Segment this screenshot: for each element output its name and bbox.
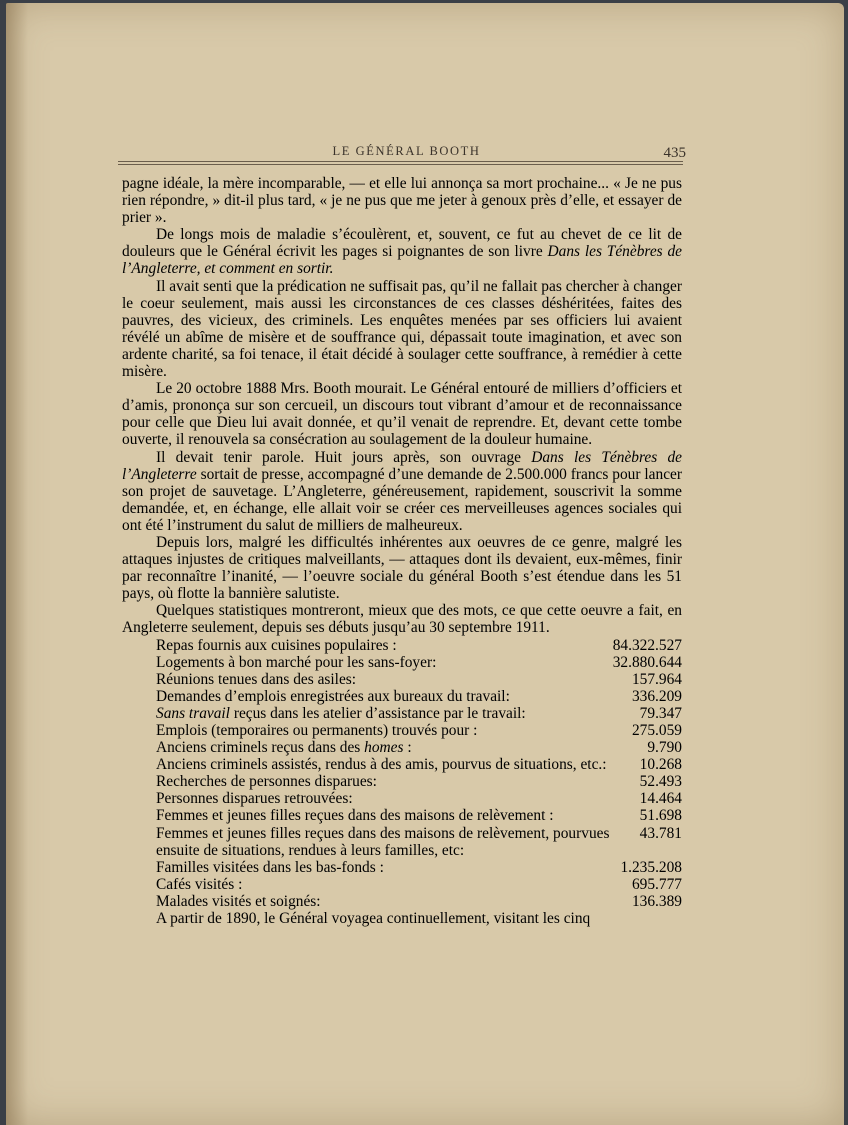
stat-label-italic: Sans travail	[156, 704, 230, 722]
stat-label: Anciens criminels assistés, rendus à des amis, pourvus de situations, etc.:	[156, 756, 607, 774]
stat-label: Repas fournis aux cuisines populaires :	[156, 636, 397, 654]
stat-row	[122, 739, 682, 756]
stat-value: 10.268	[639, 756, 682, 774]
statistics-list	[122, 637, 682, 911]
stat-label: Demandes d’emplois enregistrées aux bureaux du travail:	[156, 687, 510, 705]
stat-row	[122, 807, 682, 824]
paragraph-6: Depuis lors, malgré les difficultés inhérentes aux oeuvres de ce genre, malgré les attaques injustes de critiques malveillants, — attaques dont ils devaient, eux-mêmes, finir par reconnaître l’inanité, — l’oeuvre sociale du général Booth s’est étendue dans les 51 pays, où flotte la bannière salutiste.	[122, 533, 682, 603]
stat-row	[122, 671, 682, 688]
stat-value: 157.964	[631, 670, 682, 688]
stat-label: reçus dans les atelier d’assistance par le travail:	[233, 704, 526, 722]
stat-label: Familles visitées dans les bas-fonds :	[156, 858, 384, 876]
body-text	[122, 175, 682, 927]
page-number: 435	[663, 145, 686, 161]
stat-label: Cafés visités :	[156, 875, 243, 893]
stat-value: 336.209	[631, 687, 682, 705]
book-title-1: Dans les Ténèbres de l’Angleterre, et comment en sortir.	[122, 243, 682, 278]
paragraph-7: Quelques statistiques montreront, mieux que des mots, ce que cette oeuvre a fait, en Angleterre seulement, depuis ses débuts jusqu’au 30 septembre 1911.	[122, 602, 682, 637]
stat-label: Femmes et jeunes filles reçues dans des maisons de relèvement :	[156, 807, 554, 825]
running-title: LE GÉNÉRAL BOOTH	[332, 144, 481, 158]
stat-label: Emplois (temporaires ou permanents) trouvés pour :	[156, 722, 478, 739]
stat-value: 136.389	[631, 892, 682, 910]
stat-row	[122, 790, 682, 807]
stat-value: 275.059	[631, 722, 682, 739]
stat-label: Femmes et jeunes filles reçues dans des maisons de relèvement, pourvues ensuite de situations, rendues à leurs familles, etc:	[156, 824, 610, 859]
stat-row	[122, 654, 682, 671]
stat-row	[122, 705, 682, 722]
paragraph-2-text: De longs mois de maladie s’écoulèrent, et, souvent, ce fut au chevet de ce lit de douleurs que le Général écrivit les pages si poignantes de son livre	[122, 226, 682, 261]
paragraph-4: Le 20 octobre 1888 Mrs. Booth mourait. Le Général entouré de milliers d’officiers et d’amis, prononça sur son cercueil, un discours tout vibrant d’amour et de reconnaissance pour celle que Dieu lui avait donnée, et qu’il venait de reprendre. Et, devant cette tombe ouverte, il renouvela sa consécration au soulagement de la douleur humaine.	[122, 380, 682, 449]
stat-value: 43.781	[639, 824, 682, 842]
stat-label-wrap	[156, 739, 641, 756]
stat-value: 695.777	[631, 875, 682, 893]
paragraph-5-start: Il devait tenir parole. Huit jours après, son ouvrage	[156, 448, 521, 466]
stat-label: Personnes disparues retrouvées:	[156, 790, 353, 808]
stat-row	[122, 859, 682, 876]
stat-value: 79.347	[639, 704, 682, 722]
stat-label: Logements à bon marché pour les sans-foyer:	[156, 653, 437, 671]
stat-value: 51.698	[639, 807, 682, 825]
paragraph-5-end: sortait de presse, accompagné d’une demande de 2.500.000 francs pour lancer son projet de sauvetage. L’Angleterre, généreusement, rapidement, souscrivit la somme demandée, et, en échange, elle allait voir se créer ces merveilleuses agences sociales qui ont été l’instrument du salut de milliers de malheureux.	[122, 465, 682, 534]
stat-row	[122, 637, 682, 654]
stat-row	[122, 773, 682, 790]
paragraph-2	[122, 226, 682, 277]
stat-label-italic: homes	[364, 739, 404, 757]
stat-row	[122, 825, 682, 859]
book-title-2: Dans les Ténèbres de l’Angleterre	[122, 448, 682, 483]
stat-value: 32.880.644	[612, 653, 682, 671]
stat-row	[122, 893, 682, 910]
stat-label: Recherches de personnes disparues:	[156, 773, 377, 791]
header-rule	[118, 161, 683, 162]
stat-row	[122, 722, 682, 739]
paragraph-3: Il avait senti que la prédication ne suffisait pas, qu’il ne fallait pas chercher à changer le coeur seulement, mais aussi les circonstances de ces classes déshéritées, faites des pauvres, des vicieux, des criminels. Les enquêtes menées par ses officiers lui avaient révélé un abîme de misère et de souffrance qui, dépassait toute imagination, et avec son ardente charité, sa foi tenace, il était décidé à soulager cette souffrance, à remédier à cette misère.	[122, 277, 682, 381]
stat-value: 14.464	[639, 790, 682, 808]
closing-line: A partir de 1890, le Général voyagea continuellement, visitant les cinq	[156, 910, 591, 928]
stat-label: Malades visités et soignés:	[156, 892, 321, 910]
stat-label: Réunions tenues dans des asiles:	[156, 670, 357, 688]
stat-label: Anciens criminels reçus dans des	[156, 739, 361, 757]
stat-label-wrap	[156, 705, 634, 722]
stat-value: 1.235.208	[620, 858, 682, 876]
stat-row	[122, 876, 682, 893]
paragraph-1: pagne idéale, la mère incomparable, — et elle lui annonça sa mort prochaine... « Je ne pus rien répondre, » dit-il plus tard, « je ne pus que me jeter à genoux près d’elle, et essayer de prier ».	[122, 175, 682, 227]
header-rule-second	[118, 164, 683, 165]
stat-value: 84.322.527	[612, 636, 682, 654]
stat-row	[122, 688, 682, 705]
stat-value: 9.790	[647, 739, 682, 757]
paragraph-5	[122, 449, 682, 534]
stat-value: 52.493	[639, 773, 682, 791]
stat-label-tail: :	[403, 739, 412, 757]
stat-row	[122, 756, 682, 773]
